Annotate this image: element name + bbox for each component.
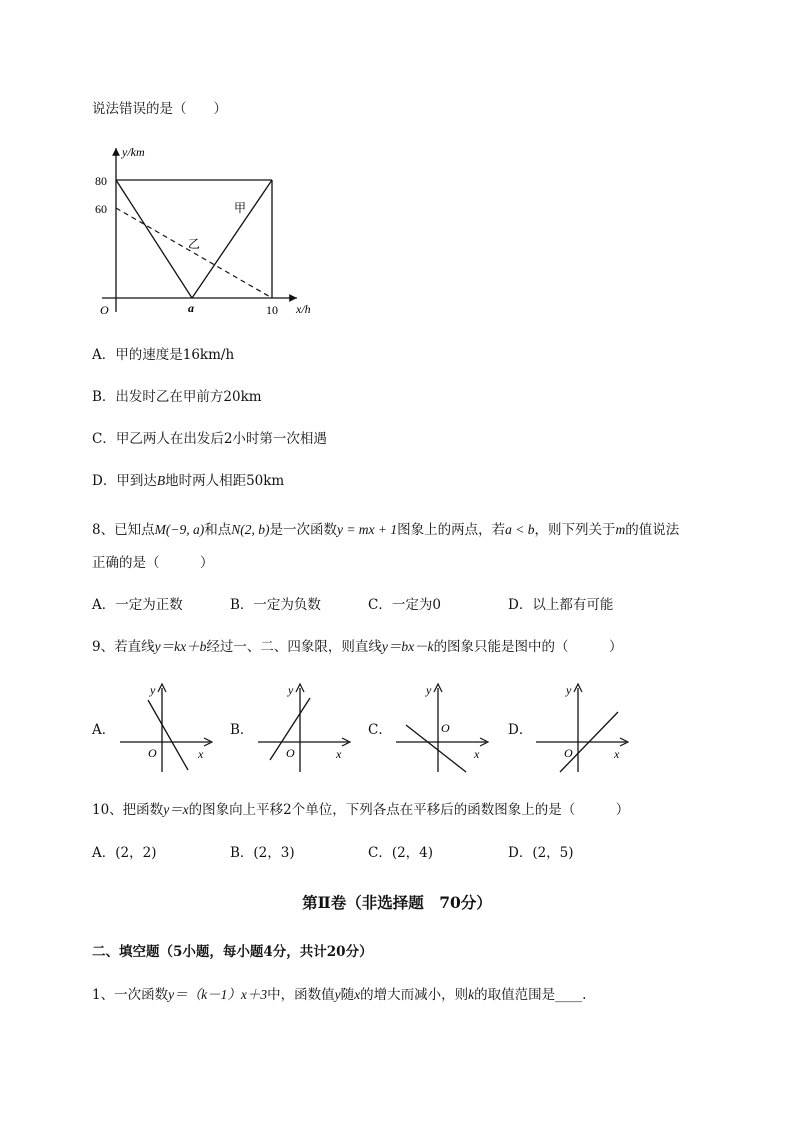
fill-q1-text-5: 的取值范围是____. (474, 987, 587, 1003)
q9-y-axis-label: y (288, 683, 294, 697)
q7-x-tick-a: a (188, 301, 194, 315)
q8-text-4: 图象上的两点，若 (397, 522, 506, 538)
q9-x-axis-label: x (198, 747, 204, 761)
fill-q1-var-k: k (468, 987, 475, 1002)
q8-text-1: 8、已知点 (92, 522, 155, 538)
q7-option-d-var: B (156, 473, 166, 488)
q7-y-tick-80: 80 (95, 174, 107, 188)
q8-point-m: M (154, 522, 166, 537)
q10-text-1: 10、把函数 (92, 802, 164, 818)
q9-y-axis-label: y (150, 683, 156, 697)
q9-text-2: 经过一、二、四象限，则直线 (206, 639, 382, 655)
q9-x-axis-label: x (614, 747, 620, 761)
q8-stem (92, 521, 679, 539)
q8-text-2: 和点 (204, 522, 232, 538)
q10-function: y＝x (163, 802, 189, 817)
q9-origin-label: O (564, 746, 573, 760)
q7-y-tick-60: 60 (95, 202, 107, 216)
q9-text-1: 9、若直线 (92, 639, 155, 655)
q9-graph-d (526, 680, 636, 775)
fill-in-heading: 二、填空题（5小题，每小题4分，共计20分） (92, 944, 373, 960)
fill-q1-text-1: 1、一次函数 (92, 987, 169, 1003)
q9-graph-b (248, 680, 358, 775)
q8-text-6: 的值说法 (625, 522, 680, 538)
q7-distance-time-graph (92, 140, 332, 325)
q8-condition: a < b (505, 522, 535, 537)
q7-jia-up (192, 180, 272, 298)
q9-y-axis-label: y (566, 683, 572, 697)
q10-stem (92, 801, 629, 819)
q8-option-d: D．以上都有可能 (508, 597, 614, 613)
q7-option-c: C．甲乙两人在出发后2小时第一次相遇 (92, 431, 327, 447)
q9-origin-label: O (148, 746, 157, 760)
q8-point-m-coords: (−9, a) (165, 522, 205, 537)
q10-text-2: 的图象向上平移2个单位，下列各点在平移后的函数图象上的是（ ） (188, 802, 630, 818)
q7-option-a: A．甲的速度是16km/h (92, 347, 235, 363)
q9-x-axis-label: x (336, 747, 342, 761)
q8-var-m: m (615, 522, 626, 537)
q7-origin-label: O (100, 303, 109, 317)
q10-option-b: B．(2，3) (230, 845, 295, 861)
fill-q1-text-3: 随 (340, 987, 355, 1003)
q10-option-d: D．(2，5) (508, 845, 574, 861)
q10-option-a: A．(2，2) (92, 845, 157, 861)
q8-function: y = mx + 1 (336, 522, 398, 537)
q9-option-label-a: A． (92, 722, 116, 738)
q8-text-3: 是一次函数 (269, 522, 337, 538)
q9-graph-c (386, 680, 496, 775)
fill-q1-text-2: 中，函数值 (267, 987, 335, 1003)
q9-option-label-d: D． (508, 722, 533, 738)
fill-q1-text-4: 的增大而减小，则 (360, 987, 469, 1003)
q8-point-n: N(2, b) (231, 522, 270, 537)
q7-jia-down (116, 180, 192, 298)
q7-yi-line (116, 208, 272, 298)
q8-option-b: B．一定为负数 (230, 597, 321, 613)
q8-option-a: A．一定为正数 (92, 597, 183, 613)
q9-origin-label: O (286, 746, 295, 760)
q8-stem-line2: 正确的是（ ） (92, 555, 214, 571)
fill-q1-var-x: x (354, 987, 361, 1002)
q9-text-3: 的图象只能是图中的（ ） (433, 639, 623, 655)
fill-q1 (92, 986, 586, 1004)
q7-x-label: x/h (296, 302, 311, 316)
q9-function-1: y＝kx＋b (154, 639, 207, 654)
fill-q1-var-y: y (334, 987, 341, 1002)
q7-stem-tail: 说法错误的是（ ） (92, 101, 227, 117)
q7-yi-label: 乙 (188, 237, 201, 251)
q9-option-label-b: B． (230, 722, 254, 738)
q7-option-d-prefix: D．甲到达 (92, 473, 157, 489)
fill-q1-function: y＝（k－1）x＋3 (168, 987, 268, 1002)
q7-y-label: y/km (122, 145, 145, 159)
q7-jia-label: 甲 (234, 201, 247, 215)
q7-option-d-suffix: 地时两人相距50km (165, 473, 285, 489)
q8-text-5: ，则下列关于 (534, 522, 616, 538)
q8-option-c: C．一定为0 (368, 597, 441, 613)
q9-x-axis-label: x (474, 747, 480, 761)
q9-graph-a (110, 680, 220, 775)
q7-option-d (92, 472, 284, 490)
q9-origin-label: O (441, 721, 450, 735)
q9-function-line (406, 725, 466, 772)
q10-option-c: C．(2，4) (368, 845, 434, 861)
q9-stem (92, 638, 623, 656)
q9-y-axis-label: y (426, 683, 432, 697)
q7-option-b: B．出发时乙在甲前方20km (92, 389, 262, 405)
section-2-title: 第Ⅱ卷（非选择题 70分） (302, 893, 492, 912)
q9-option-label-c: C． (368, 722, 392, 738)
q7-x-tick-10: 10 (266, 303, 278, 317)
q9-function-2: y＝bx－k (381, 639, 434, 654)
